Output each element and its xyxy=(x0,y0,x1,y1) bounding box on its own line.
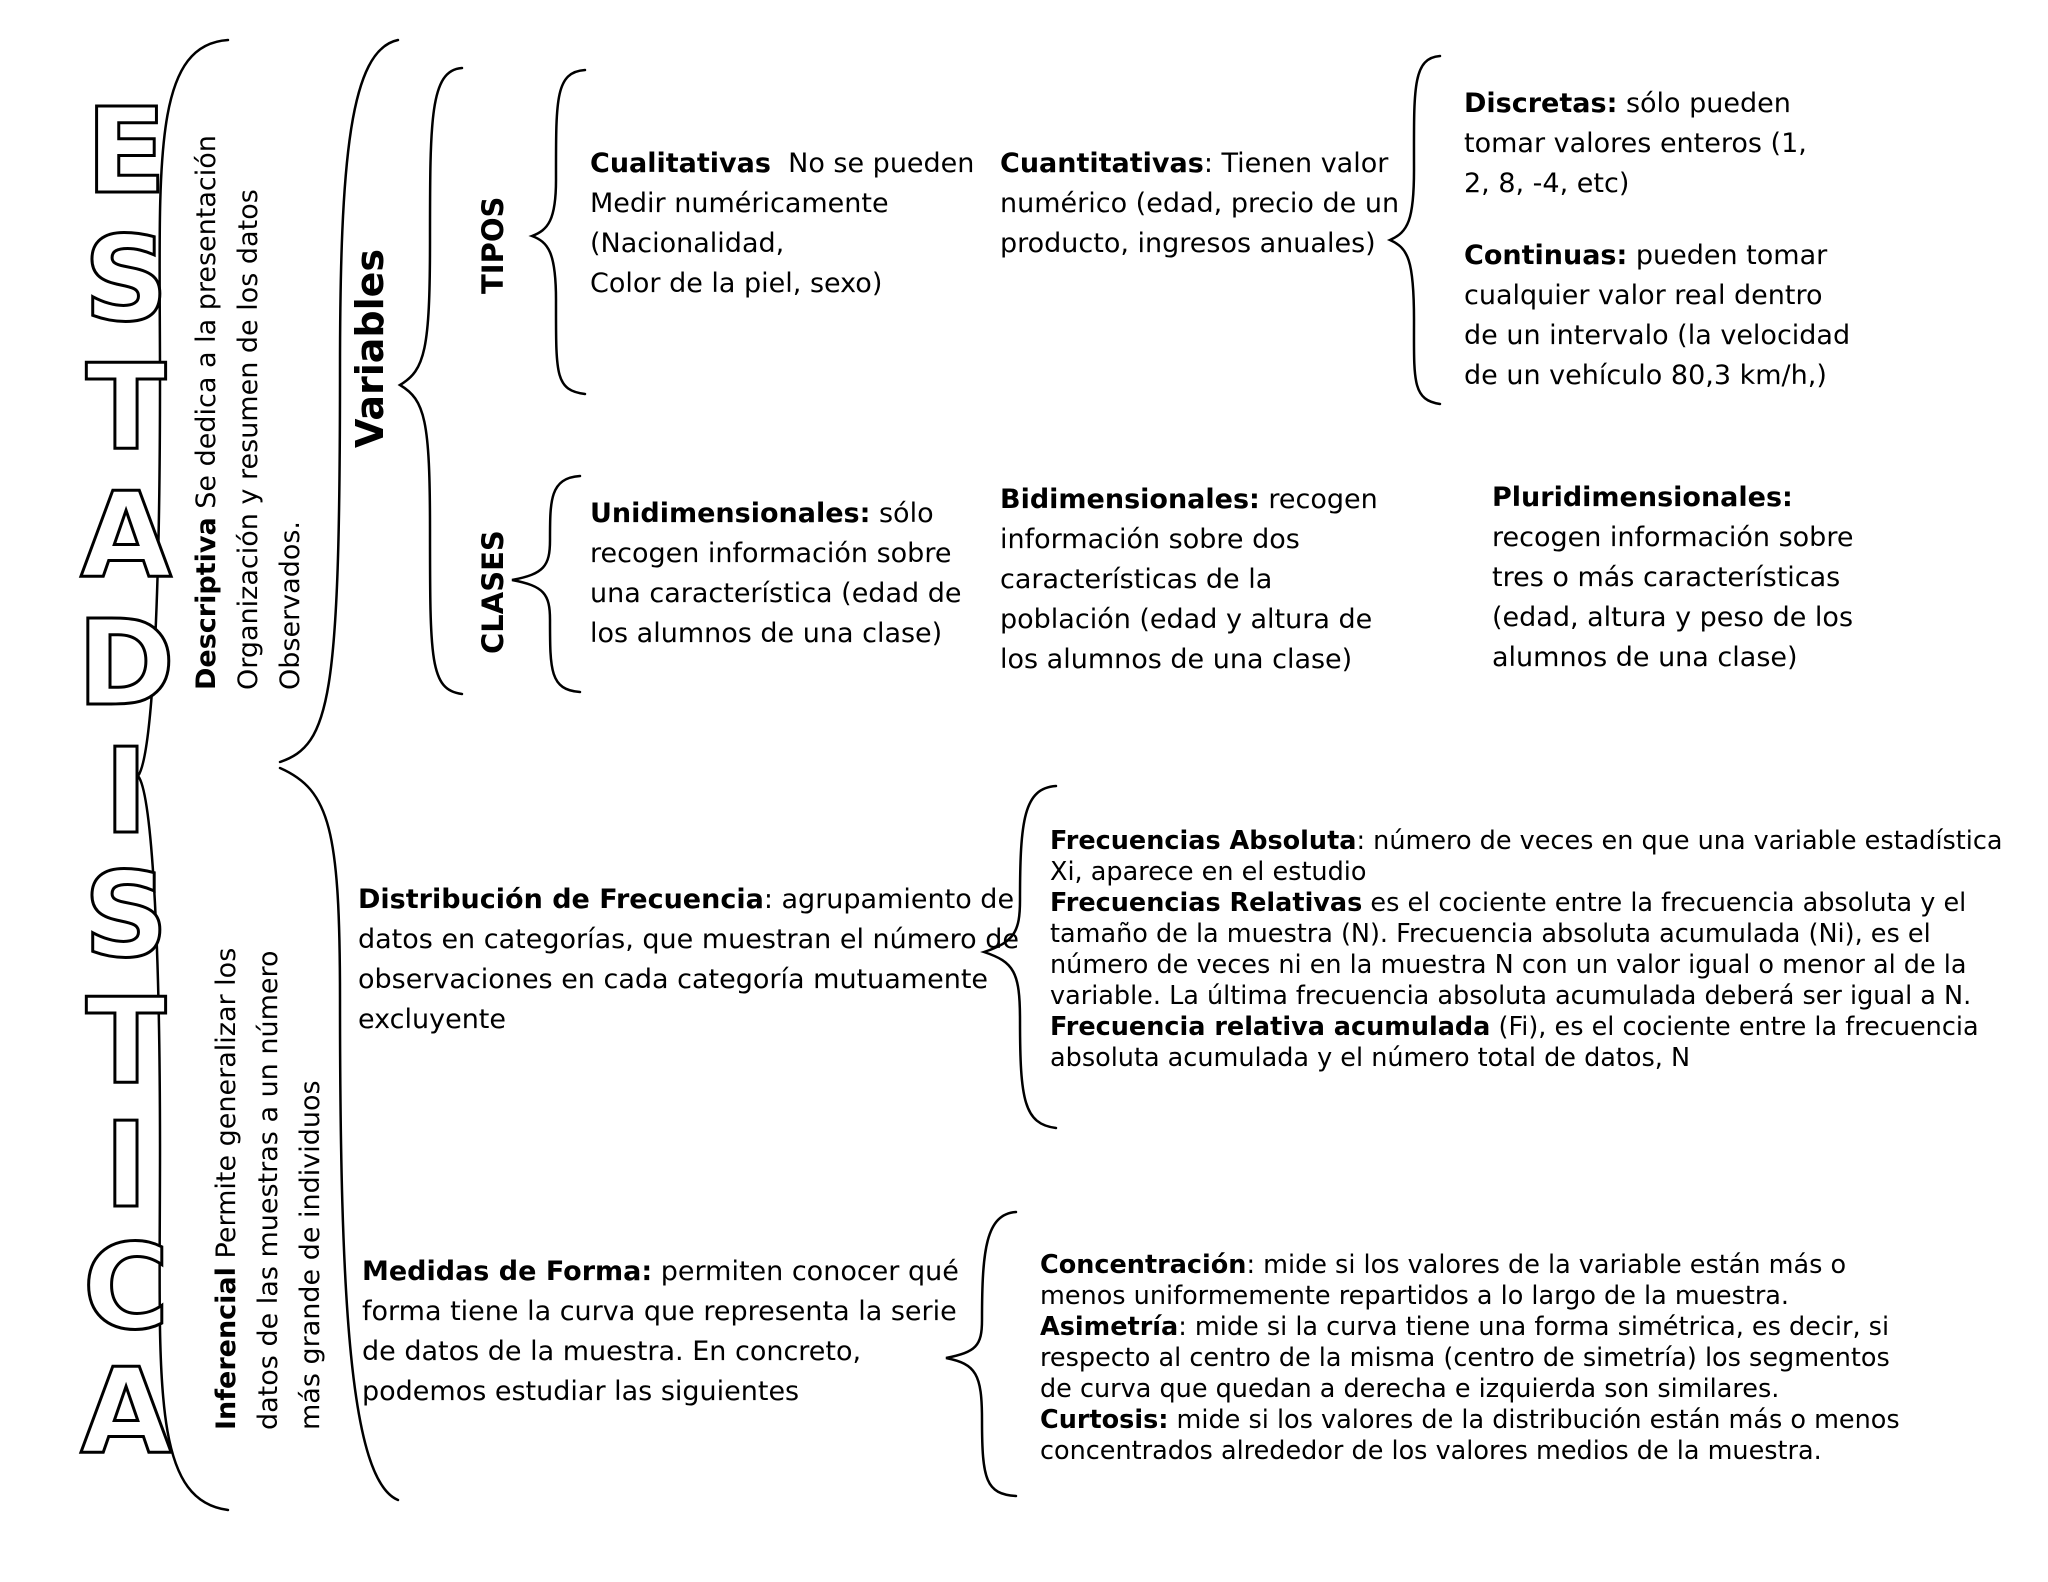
inferencial-label: Inferencial xyxy=(211,1267,242,1430)
forma-detalle-block: Concentración: mide si los valores de la variable están más o menos uniformemente repartidos a lo largo de la muestra. Asimetría: mide si la curva tiene una forma simétrica, es decir, si respecto al centro de la misma (centro de simetría) los segmentos de curva que quedan a derecha e izquierda son similares. Curtosis: mide si los valores de la distribución están más o menos concentrados alrededor de los valores medios de la muestra. xyxy=(1040,1250,1900,1466)
descriptiva-line1: Descriptiva Se dedica a la presentación xyxy=(191,135,222,690)
frecuencias-relativas-title: Frecuencias Relativas xyxy=(1050,888,1363,918)
clases-label: CLASES xyxy=(476,530,510,654)
title-letter-s: S xyxy=(83,210,169,348)
cualitativas-title: Cualitativas xyxy=(590,148,771,179)
cualitativas-block: Cualitativas No se pueden Medir numéricamente (Nacionalidad, Color de la piel, sexo) xyxy=(590,148,975,299)
frecuencia-relativa-acumulada-title: Frecuencia relativa acumulada xyxy=(1050,1012,1491,1042)
title-letter-s2: S xyxy=(83,846,169,984)
title-letter-a2: A xyxy=(80,1342,172,1480)
descriptiva-block xyxy=(186,135,312,690)
inferencial-line3: más grande de individuos xyxy=(295,1080,326,1430)
unidimensionales-title: Unidimensionales: xyxy=(590,498,871,529)
title-letter-t2: T xyxy=(85,972,167,1110)
discretas-block: Discretas: sólo pueden tomar valores enteros (1, 2, 8, -4, etc) xyxy=(1464,88,1807,199)
descriptiva-label: Descriptiva xyxy=(191,517,222,690)
pluridimensionales-title: Pluridimensionales: xyxy=(1492,482,1793,513)
frecuencias-block: Frecuencias Absoluta: número de veces en que una variable estadística Xi, aparece en el estudio Frecuencias Relativas es el cociente entre la frecuencia absoluta y el tamaño de la muestra (N). Frecuencia absoluta acumulada (Ni), es el número de veces ni en la muestra N con un valor igual o menor al de la variable. La última frecuencia absoluta acumulada deberá ser igual a N. Frecuencia relativa acumulada (Fi), es el cociente entre la frecuencia absoluta acumulada y el número total de datos, N xyxy=(1050,826,2003,1073)
distribucion-title: Distribución de Frecuencia xyxy=(358,884,764,915)
inferencial-block xyxy=(206,948,332,1430)
distribucion-block: Distribución de Frecuencia: agrupamiento de datos en categorías, que muestran el número de observaciones en cada categoría mutuamente excluyente xyxy=(358,884,1020,1035)
bidimensionales-title: Bidimensionales: xyxy=(1000,484,1260,515)
descriptiva-line2: Organización y resumen de los datos xyxy=(233,189,264,690)
title-letter-i2: I xyxy=(104,1096,148,1234)
asimetria-title: Asimetría xyxy=(1040,1312,1179,1342)
medidas-forma-title: Medidas de Forma: xyxy=(362,1256,653,1287)
title-letter-a: A xyxy=(80,466,172,604)
variables-label: Variables xyxy=(348,249,392,448)
tipos-brace xyxy=(532,70,585,394)
unidimensionales-block: Unidimensionales: sólo recogen información sobre una característica (edad de los alumnos de una clase) xyxy=(590,498,962,649)
title-letter-d: D xyxy=(77,594,175,732)
bidimensionales-block: Bidimensionales: recogen información sobre dos características de la población (edad y altura de los alumnos de una clase) xyxy=(1000,484,1378,675)
title-letter-t: T xyxy=(85,338,167,476)
title-letter-c: C xyxy=(82,1218,170,1356)
variables-brace xyxy=(400,68,462,694)
concentracion-title: Concentración xyxy=(1040,1250,1247,1280)
title-letter-i: I xyxy=(104,722,148,860)
continuas-title: Continuas: xyxy=(1464,240,1628,271)
clases-brace xyxy=(512,476,580,692)
tipos-label: TIPOS xyxy=(476,196,510,294)
inferencial-line2: datos de las muestras a un número xyxy=(253,950,284,1430)
title-letter-e: E xyxy=(85,82,167,220)
pluridimensionales-block: Pluridimensionales: recogen información sobre tres o más características (edad, altura y peso de los alumnos de una clase) xyxy=(1492,482,1854,673)
curtosis-title: Curtosis: xyxy=(1040,1405,1169,1435)
discretas-title: Discretas: xyxy=(1464,88,1618,119)
descriptiva-line3: Observados. xyxy=(275,520,306,690)
cuantitativas-block: Cuantitativas: Tienen valor numérico (edad, precio de un producto, ingresos anuales) xyxy=(1000,148,1400,259)
medidas-forma-block: Medidas de Forma: permiten conocer qué forma tiene la curva que representa la serie de datos de la muestra. En concreto, podemos estudiar las siguientes xyxy=(362,1256,959,1407)
cuantitativas-title: Cuantitativas xyxy=(1000,148,1204,179)
inferencial-line1: Inferencial Permite generalizar los xyxy=(211,947,242,1430)
frecuencia-absoluta-title: Frecuencias Absoluta xyxy=(1050,826,1357,856)
continuas-block: Continuas: pueden tomar cualquier valor real dentro de un intervalo (la velocidad de un vehículo 80,3 km/h,) xyxy=(1464,240,1851,391)
